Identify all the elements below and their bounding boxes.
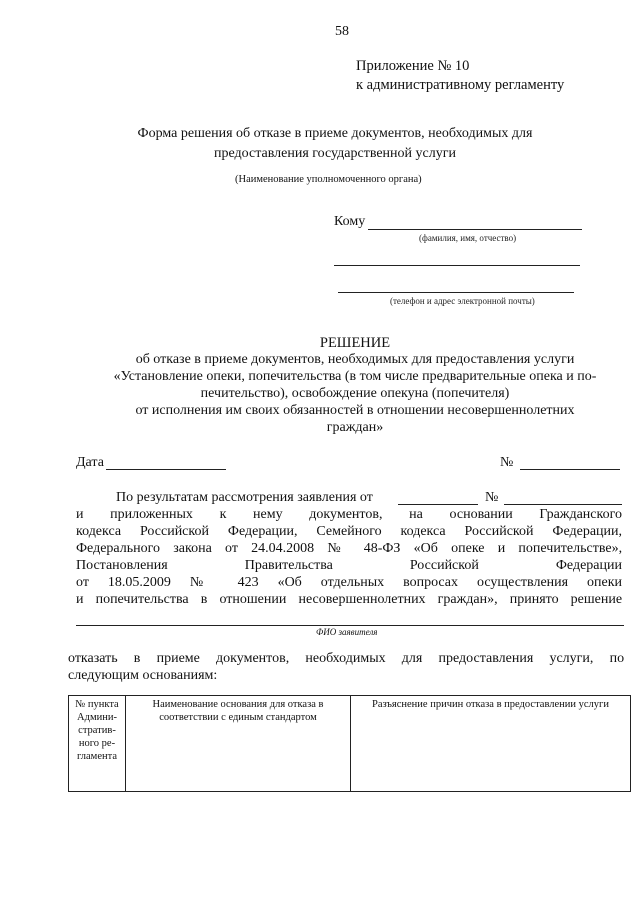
refusal-reasons-table bbox=[68, 695, 631, 792]
application-number-line bbox=[504, 504, 622, 505]
applicant-caption: ФИО заявителя bbox=[316, 627, 378, 637]
body-line-1b: № bbox=[485, 490, 499, 505]
application-date-line bbox=[398, 504, 478, 505]
body-line-7: и попечительства в отношении несовершеннолетних граждан», принято решение bbox=[76, 592, 623, 607]
addressee-name-line bbox=[368, 229, 582, 230]
form-title-line-2: предоставления государственной услуги bbox=[214, 146, 456, 161]
decision-heading: РЕШЕНИЕ bbox=[319, 335, 391, 351]
body-line-6: от 18.05.2009 № 423 «Об отдельных вопросах осуществления опеки bbox=[76, 575, 623, 590]
page-number: 58 bbox=[335, 24, 349, 39]
body-line-5: Постановления Правительства Российской Федерации bbox=[76, 558, 622, 573]
applicant-line bbox=[76, 625, 624, 626]
number-label: № bbox=[500, 455, 514, 470]
addressee-extra-line bbox=[334, 265, 580, 266]
addressee-label: Кому bbox=[334, 214, 366, 229]
col-refusal-explanation: Разъяснение причин отказа в предоставлении услуги bbox=[351, 696, 631, 792]
number-line bbox=[520, 469, 620, 470]
body-line-1a: По результатам рассмотрения заявления от bbox=[116, 490, 373, 505]
authority-caption: (Наименование уполномоченного органа) bbox=[235, 174, 422, 185]
addressee-contacts-caption: (телефон и адрес электронной почты) bbox=[390, 296, 535, 306]
decision-line-1: об отказе в приеме документов, необходимых для предоставления услуги bbox=[135, 352, 575, 367]
date-label: Дата bbox=[76, 455, 104, 470]
body-line-3: кодекса Российской Федерации, Семейного кодекса Российской Федерации, bbox=[76, 524, 623, 539]
addressee-contacts-line bbox=[338, 292, 574, 293]
form-title-line-1: Форма решения об отказе в приеме документов, необходимых для bbox=[137, 126, 533, 141]
decision-line-4: от исполнения им своих обязанностей в отношении несовершеннолетних bbox=[135, 403, 575, 418]
decision-line-2: «Установление опеки, попечительства (в том числе предварительные опека и по- bbox=[113, 369, 597, 384]
table-header-row bbox=[69, 696, 631, 792]
col-regulation-item: № пункта Админи-стратив-ного ре-гламента bbox=[69, 696, 126, 792]
date-line bbox=[106, 469, 226, 470]
refusal-line-1: отказать в приеме документов, необходимых для предоставления услуги, по bbox=[68, 651, 625, 666]
col-refusal-ground: Наименование основания для отказа в соответствии с единым стандартом bbox=[126, 696, 351, 792]
refusal-line-2: следующим основаниям: bbox=[68, 668, 218, 683]
body-line-4: Федерального закона от 24.04.2008 № 48-ФЗ «Об опеке и попечительстве», bbox=[76, 541, 623, 556]
body-line-2: и приложенных к нему документов, на основании Гражданского bbox=[76, 507, 622, 522]
appendix-line-2: к административному регламенту bbox=[356, 77, 565, 93]
appendix-line-1: Приложение № 10 bbox=[356, 58, 470, 74]
decision-line-3: печительство), освобождение опекуна (попечителя) bbox=[200, 386, 510, 401]
addressee-name-caption: (фамилия, имя, отчество) bbox=[419, 233, 517, 243]
decision-line-5: граждан» bbox=[326, 420, 384, 435]
